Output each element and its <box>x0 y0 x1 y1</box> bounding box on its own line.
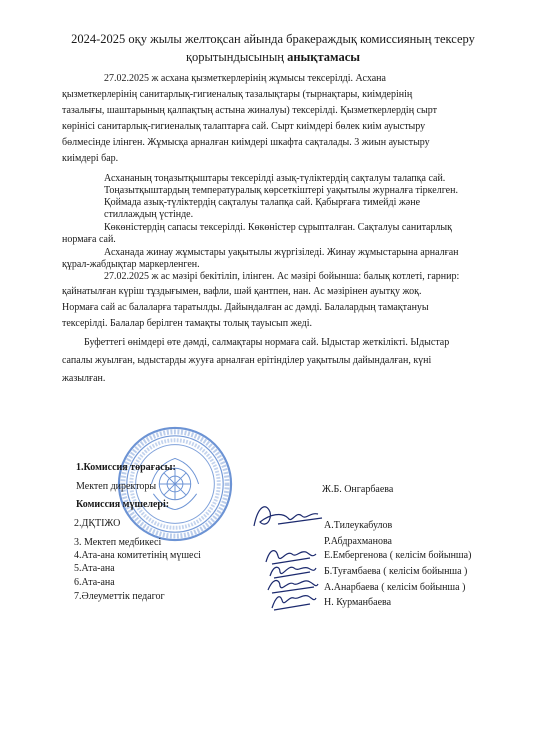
member-name: А.Тилеукабулов <box>324 520 393 531</box>
member-role: 7.Әлеуметтік педагог <box>74 591 165 602</box>
body-line: Тоңазытқыштардың температуралық көрсеткіштері уақытылы журналға тіркелген. <box>104 185 458 196</box>
member-name: Б.Туғамбаева ( келісім бойынша ) <box>324 566 468 577</box>
body-line: Көкөністердің сапасы тексерілді. Көкөністер сұрыпталған. Сақталуы санитарлық <box>104 222 452 233</box>
signature-member-7 <box>268 590 318 612</box>
member-role: 4.Ата-ана комитетінің мүшесі <box>74 550 201 561</box>
body-line: жазылған. <box>62 373 106 384</box>
body-line: қайнатылған күріш тұздығымен, вафли, шәй қантпен, нан. Ас мәзірінен ауытқу жоқ. <box>62 286 422 297</box>
title-line-2 <box>0 50 546 65</box>
chair-label: 1.Комиссия төрағасы: <box>76 462 176 473</box>
body-line: көрінісі санитарлық-гигиеналық талаптарға сай. Сырт киімдері бөлек киім ауыстыру <box>62 121 426 132</box>
chair-name: Ж.Б. Онгарбаева <box>322 484 394 495</box>
chair-role: Мектеп директоры <box>76 481 157 492</box>
members-label: Комиссия мүшелері: <box>76 499 170 510</box>
body-line: Асханада жинау жұмыстары уақытылы жүргізіледі. Жинау жұмыстарына арналған <box>104 247 459 258</box>
body-line: тексерілді. Балалар берілген тамақты толық тауысып жеді. <box>62 318 313 329</box>
body-line: киімдері бар. <box>62 153 119 164</box>
body-line: сапалы жуылған, ыдыстарды жууға арналған ерітінділер уақытылы дайындалған, күні <box>62 355 432 366</box>
body-line: нормаға сай. <box>62 234 116 245</box>
member-name: Н. Курманбаева <box>324 597 392 608</box>
member-name: Е.Ембергенова ( келісім бойынша) <box>324 550 472 561</box>
body-line: стиллаждың үстінде. <box>104 209 194 220</box>
body-line: бөлмесінде ілінген. Жұмысқа арналған киімдері шкафта сақталады. 3 жиын ауыстыру <box>62 137 430 148</box>
member-role: 2.ДҚТІЖО <box>74 518 121 529</box>
member-name: Р.Абдрахманова <box>324 536 392 547</box>
member-role: 5.Ата-ана <box>74 563 115 574</box>
signature-director <box>248 498 328 532</box>
body-line: Асхананың тоңазытқыштары тексерілді азық-түліктердің сақталуы талапқа сай. <box>104 173 446 184</box>
member-role: 3. Мектеп медбикесі <box>74 537 162 548</box>
body-line: 27.02.2025 ж асхана қызметкерлерінің жұмысы тексерілді. Асхана <box>104 73 386 84</box>
title-line-1: 2024-2025 оқу жылы желтоқсан айында бракераждық комиссияның тексеру <box>71 32 475 46</box>
member-name: А.Анарбаева ( келісім бойынша ) <box>324 582 466 593</box>
title-line-2-text: қорытындысының <box>185 50 288 64</box>
body-line: Қоймада азық-түліктердің сақталуы талапқа сай. Қабырғаға тимейді және <box>104 197 421 208</box>
body-line: 27.02.2025 ж ас мәзірі бекітіліп, ілінген. Ас мәзірі бойынша: балық котлеті, гарнир: <box>104 271 460 282</box>
body-line: Буфеттегі өнімдері өте дәмді, салмақтары нормаға сай. Ыдыстар жеткілікті. Ыдыстар <box>84 337 450 348</box>
body-line: құрал-жабдықтар маркерленген. <box>62 259 200 270</box>
body-line: қызметкерлерінің санитарлық-гигиеналық тазалықтары (тырнақтары, киімдерінің <box>62 89 413 100</box>
body-line: Нормаға сай ас балаларға таратылды. Дайындалған ас дәмді. Балалардың тамақтануы <box>62 302 429 313</box>
member-role: 6.Ата-ана <box>74 577 115 588</box>
title-line-2-bold: анықтамасы <box>287 50 361 64</box>
body-line: тазалығы, шаштарының қалпақтың астына жиналуы) тексерілді. Қызметкерлердің сырт <box>62 105 437 116</box>
